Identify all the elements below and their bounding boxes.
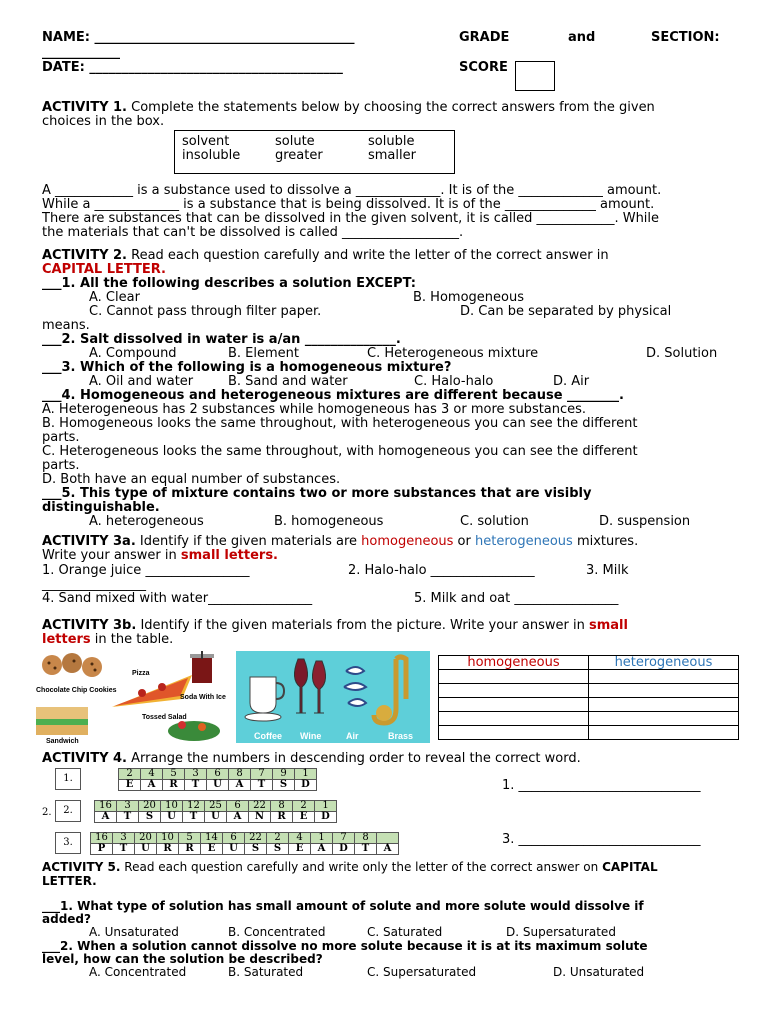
- choice: A. Compound: [89, 346, 177, 361]
- puzzle-number: 2: [267, 833, 289, 844]
- puzzle-letter: U: [207, 780, 229, 791]
- puzzle-number: 1: [311, 833, 333, 844]
- table-cell[interactable]: [439, 698, 589, 712]
- choice: B. Sand and water: [228, 374, 348, 389]
- table-cell[interactable]: [439, 684, 589, 698]
- item-halo-halo[interactable]: 2. Halo-halo ________________: [348, 563, 535, 578]
- choice: D. Solution: [646, 346, 718, 361]
- choice: A. Unsaturated: [89, 925, 179, 939]
- question-4[interactable]: ___4. Homogeneous and heterogeneous mixtures are different because ________.: [42, 388, 624, 403]
- puzzle-row-3: [90, 832, 399, 855]
- choice-cont: parts.: [42, 430, 80, 445]
- puzzle-number: 3: [185, 769, 207, 780]
- puzzle-letter: R: [271, 812, 293, 823]
- puzzle-number: 6: [207, 769, 229, 780]
- table-cell[interactable]: [588, 670, 738, 684]
- choice: D. Supersaturated: [506, 925, 616, 939]
- grade-label: GRADE: [459, 30, 510, 45]
- choice: B. homogeneous: [274, 514, 384, 529]
- puzzle-letter: R: [157, 844, 179, 855]
- puzzle-side-label-2: 2.: [42, 807, 52, 818]
- word-choice: soluble: [368, 134, 415, 149]
- choice: D. Both have an equal number of substances.: [42, 472, 341, 487]
- puzzle-letter: A: [227, 812, 249, 823]
- puzzle-number: 25: [205, 801, 227, 812]
- activity1-instruction: ACTIVITY 1. Complete the statements below by choosing the correct answers from the given: [42, 100, 655, 115]
- choice: C. Saturated: [367, 925, 443, 939]
- puzzle-letter: R: [179, 844, 201, 855]
- answer-line-3[interactable]: 3. ____________________________: [502, 832, 701, 847]
- activity3b-instruction: ACTIVITY 3b. Identify if the given materials from the picture. Write your answer in small: [42, 618, 628, 633]
- material-label-coffee: Coffee: [254, 731, 283, 741]
- table-cell[interactable]: [439, 670, 589, 684]
- puzzle-letter: T: [355, 844, 377, 855]
- puzzle-letter: D: [333, 844, 355, 855]
- puzzle-number: 10: [157, 833, 179, 844]
- question-3[interactable]: ___3. Which of the following is a homogeneous mixture?: [42, 360, 452, 375]
- choice: B. Element: [228, 346, 300, 361]
- puzzle-number: [377, 833, 399, 844]
- fill-blank-line[interactable]: the materials that can't be dissolved is called __________________.: [42, 225, 464, 240]
- puzzle-letter: U: [135, 844, 157, 855]
- a5-question-2[interactable]: ___2. When a solution cannot dissolve no more solute because it is at its maximum solute: [42, 939, 648, 953]
- puzzle-letter: A: [141, 780, 163, 791]
- puzzle-number: 20: [135, 833, 157, 844]
- activity1-instruction-line2: choices in the box.: [42, 114, 165, 129]
- food-label-pizza: Pizza: [132, 670, 150, 677]
- item-milk-blank[interactable]: ________________: [42, 577, 146, 592]
- puzzle-row-2: [94, 800, 337, 823]
- puzzle-letter: A: [229, 780, 251, 791]
- puzzle-number: 3: [113, 833, 135, 844]
- puzzle-number: 3: [117, 801, 139, 812]
- puzzle-letter: P: [91, 844, 113, 855]
- choice: B. Homogeneous: [413, 290, 524, 305]
- word-choice: insoluble: [182, 148, 241, 163]
- activity2-instruction: ACTIVITY 2. Read each question carefully and write the letter of the correct answer in: [42, 248, 609, 263]
- puzzle-number: 2: [293, 801, 315, 812]
- item-sand-water[interactable]: 4. Sand mixed with water________________: [42, 591, 313, 606]
- puzzle-letter: S: [273, 780, 295, 791]
- food-picture: [32, 651, 228, 743]
- question-2[interactable]: ___2. Salt dissolved in water is a/an ______________.: [42, 332, 401, 347]
- puzzle-number: 4: [141, 769, 163, 780]
- puzzle-number: 12: [183, 801, 205, 812]
- puzzle-letter: S: [139, 812, 161, 823]
- section-label: SECTION:: [651, 30, 720, 45]
- puzzle-letter: D: [295, 780, 317, 791]
- item-milk-oat[interactable]: 5. Milk and oat ________________: [414, 591, 619, 606]
- puzzle-letter: T: [185, 780, 207, 791]
- activity3a-instruction: ACTIVITY 3a. Identify if the given materials are homogeneous or heterogeneous mixtures.: [42, 534, 639, 549]
- puzzle-number: 7: [251, 769, 273, 780]
- puzzle-number: 8: [271, 801, 293, 812]
- puzzle-number: 6: [223, 833, 245, 844]
- puzzle-number: 8: [355, 833, 377, 844]
- choice-cont: means.: [42, 318, 90, 333]
- puzzle-number: 22: [249, 801, 271, 812]
- table-cell[interactable]: [439, 712, 589, 726]
- choice: A. Concentrated: [89, 965, 187, 979]
- materials-picture: [236, 651, 430, 743]
- choice: D. Can be separated by physical: [460, 304, 672, 319]
- puzzle-letter: T: [117, 812, 139, 823]
- puzzle-row-1: [118, 768, 317, 791]
- puzzle-letter: S: [245, 844, 267, 855]
- question-5-cont: distinguishable.: [42, 500, 160, 515]
- choice: C. Supersaturated: [367, 965, 477, 979]
- name-field[interactable]: NAME: ________________________________________: [42, 30, 355, 45]
- choice: B. Saturated: [228, 965, 304, 979]
- material-label-air: Air: [346, 731, 359, 741]
- puzzle-number: 4: [289, 833, 311, 844]
- table-cell[interactable]: [588, 726, 738, 740]
- puzzle-letter: U: [223, 844, 245, 855]
- question-5[interactable]: ___5. This type of mixture contains two or more substances that are visibly: [42, 486, 592, 501]
- puzzle-letter: E: [293, 812, 315, 823]
- word-choice: solvent: [182, 134, 230, 149]
- puzzle-number: 16: [95, 801, 117, 812]
- choice: A. heterogeneous: [89, 514, 204, 529]
- choice: A. Heterogeneous has 2 substances while homogeneous has 3 or more substances.: [42, 402, 587, 417]
- puzzle-letter: E: [289, 844, 311, 855]
- puzzle-number: 6: [227, 801, 249, 812]
- material-label-wine: Wine: [300, 731, 322, 741]
- word-choice: solute: [275, 134, 315, 149]
- food-label-soda: Soda With Ice: [180, 694, 226, 701]
- puzzle-letter: E: [119, 780, 141, 791]
- table-cell[interactable]: [588, 698, 738, 712]
- puzzle-letter: T: [183, 812, 205, 823]
- puzzle-number: 2: [119, 769, 141, 780]
- puzzle-number: 1: [315, 801, 337, 812]
- puzzle-number: 16: [91, 833, 113, 844]
- food-label-cookies: Chocolate Chip Cookies: [36, 687, 117, 694]
- puzzle-letter: A: [377, 844, 399, 855]
- activity3a-instruction-line2: Write your answer in small letters.: [42, 548, 278, 563]
- puzzle-letter: U: [161, 812, 183, 823]
- food-label-salad: Tossed Salad: [142, 714, 187, 721]
- item-milk[interactable]: 3. Milk: [586, 563, 629, 578]
- fill-blank-line[interactable]: While a _____________ is a substance that is being dissolved. It is of the ______________ amount.: [42, 197, 655, 212]
- classification-table: [438, 655, 739, 740]
- puzzle-letter: R: [163, 780, 185, 791]
- choice: A. Clear: [89, 290, 140, 305]
- table-cell[interactable]: [588, 712, 738, 726]
- activity4-instruction: ACTIVITY 4. Arrange the numbers in descending order to reveal the correct word.: [42, 751, 581, 766]
- puzzle-letter: T: [113, 844, 135, 855]
- word-choice: smaller: [368, 148, 416, 163]
- food-label-sandwich: Sandwich: [46, 738, 79, 743]
- puzzle-letter: A: [311, 844, 333, 855]
- puzzle-letter: T: [251, 780, 273, 791]
- a5-question-1-cont: added?: [42, 912, 91, 926]
- a5-question-1[interactable]: ___1. What type of solution has small amount of solute and more solute would dissolve if: [42, 899, 644, 913]
- activity5-instruction: ACTIVITY 5. Read each question carefully and write only the letter of the correct answer on CAPITAL: [42, 860, 658, 874]
- choice: D. suspension: [599, 514, 691, 529]
- activity5-instruction-line2: LETTER.: [42, 874, 97, 888]
- question-1[interactable]: ___1. All the following describes a solution EXCEPT:: [42, 276, 416, 291]
- capital-letter-note: CAPITAL LETTER.: [42, 262, 166, 277]
- a5-question-2-cont: level, how can the solution be described?: [42, 952, 323, 966]
- and-label: and: [568, 30, 596, 45]
- table-cell[interactable]: [588, 684, 738, 698]
- puzzle-number: 22: [245, 833, 267, 844]
- puzzle-number: 5: [179, 833, 201, 844]
- puzzle-label-2: 2.: [55, 800, 81, 822]
- puzzle-letter: E: [201, 844, 223, 855]
- choice: C. Cannot pass through filter paper.: [89, 304, 322, 319]
- puzzle-number: 10: [161, 801, 183, 812]
- puzzle-letter: A: [95, 812, 117, 823]
- choice: D. Air: [553, 374, 590, 389]
- choice: B. Homogeneous looks the same throughout, with heterogeneous you can see the different: [42, 416, 638, 431]
- fill-blank-line[interactable]: A ____________ is a substance used to dissolve a _____________. It is of the _____________ amount.: [42, 183, 662, 198]
- puzzle-label-3: 3.: [55, 832, 81, 854]
- column-homogeneous: homogeneous: [439, 656, 589, 670]
- table-cell[interactable]: [439, 726, 589, 740]
- date-field[interactable]: DATE: _______________________________________: [42, 60, 343, 75]
- choice: C. Heterogeneous looks the same throughout, with homogeneous you can see the different: [42, 444, 638, 459]
- choice: C. Halo-halo: [414, 374, 494, 389]
- puzzle-number: 5: [163, 769, 185, 780]
- answer-line-1[interactable]: 1. ____________________________: [502, 778, 701, 793]
- choice: D. Unsaturated: [553, 965, 645, 979]
- choice-cont: parts.: [42, 458, 80, 473]
- choice: C. Heterogeneous mixture: [367, 346, 539, 361]
- activity3b-instruction-line2: letters in the table.: [42, 632, 174, 647]
- puzzle-number: 14: [201, 833, 223, 844]
- choice: B. Concentrated: [228, 925, 326, 939]
- puzzle-letter: S: [267, 844, 289, 855]
- name-field-continued: ____________: [42, 45, 120, 60]
- item-orange-juice[interactable]: 1. Orange juice ________________: [42, 563, 250, 578]
- choice: C. solution: [460, 514, 529, 529]
- puzzle-number: 7: [333, 833, 355, 844]
- fill-blank-line[interactable]: There are substances that can be dissolved in the given solvent, it is called ____________. While: [42, 211, 660, 226]
- puzzle-number: 8: [229, 769, 251, 780]
- puzzle-letter: D: [315, 812, 337, 823]
- puzzle-number: 9: [273, 769, 295, 780]
- puzzle-letter: N: [249, 812, 271, 823]
- word-choice: greater: [275, 148, 323, 163]
- choice: A. Oil and water: [89, 374, 194, 389]
- puzzle-number: 1: [295, 769, 317, 780]
- score-box[interactable]: [515, 61, 555, 91]
- puzzle-letter: U: [205, 812, 227, 823]
- puzzle-number: 20: [139, 801, 161, 812]
- score-label: SCORE: [459, 60, 508, 75]
- column-heterogeneous: heterogeneous: [588, 656, 738, 670]
- puzzle-label-1: 1.: [55, 768, 81, 790]
- material-label-brass: Brass: [388, 731, 414, 741]
